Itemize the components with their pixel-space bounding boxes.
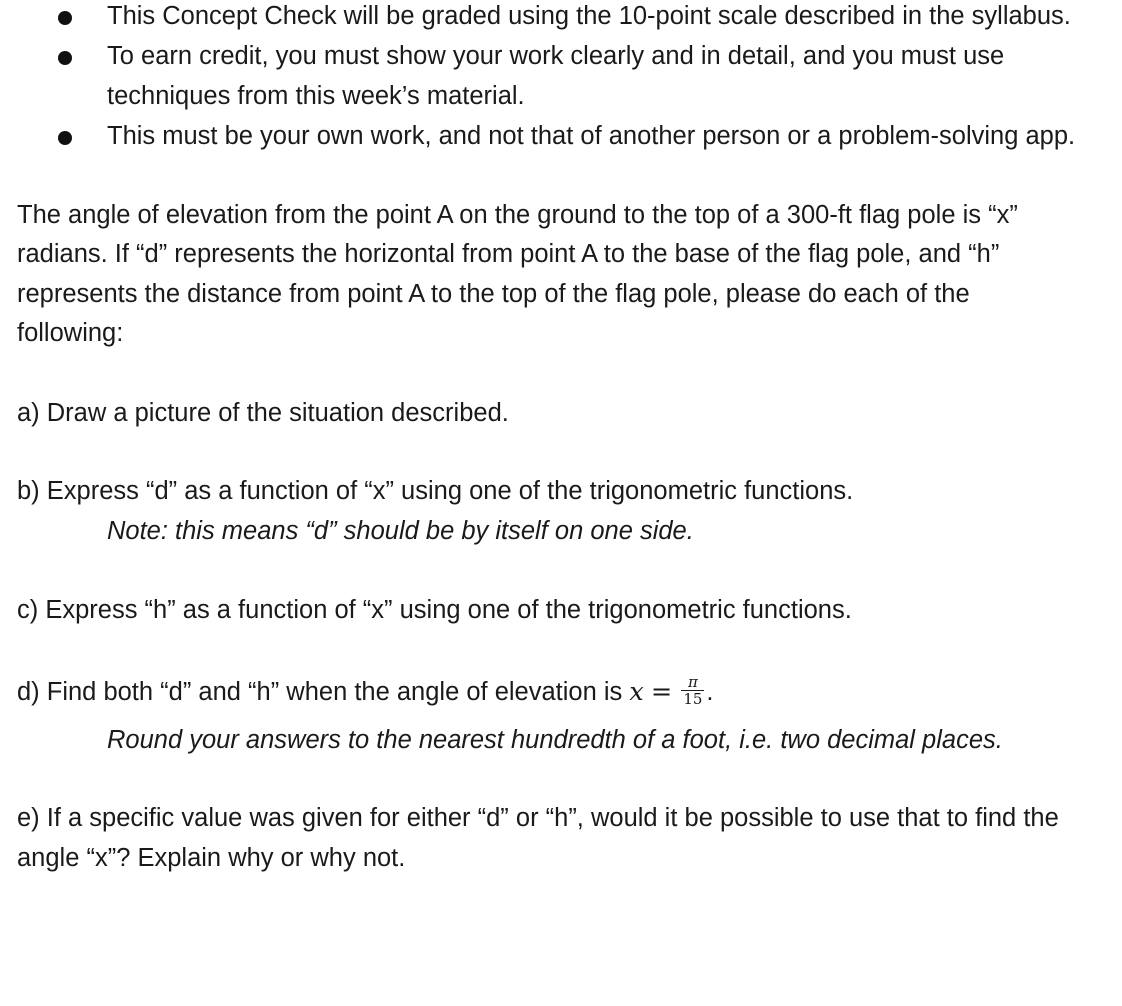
part-d [17,673,714,710]
part-d-note: Round your answers to the nearest hundredth of a foot, i.e. two decimal places. [107,726,1003,754]
part-b: b) Express “d” as a function of “x” using one of the trigonometric functions. [17,477,854,505]
part-e-line2: angle “x”? Explain why or why not. [17,844,406,872]
instruction-grading: This Concept Check will be graded using the 10-point scale described in the syllabus. [107,2,1071,30]
part-b-note: Note: this means “d” should be by itself on one side. [107,517,694,545]
problem-statement-line: represents the distance from point A to the top of the flag pole, please do each of the [17,280,970,308]
fraction-numerator: π [681,674,704,691]
equals-sign: = [650,677,673,708]
angle-fraction [681,674,704,707]
part-a: a) Draw a picture of the situation described. [17,399,509,427]
part-c: c) Express “h” as a function of “x” using one of the trigonometric functions. [17,596,852,624]
bullet-icon [58,131,72,145]
part-e-line1: e) If a specific value was given for either “d” or “h”, would it be possible to use that to find the [17,804,1059,832]
instruction-show-work: To earn credit, you must show your work clearly and in detail, and you must use [107,42,1005,70]
instruction-show-work-continued: techniques from this week’s material. [107,82,525,110]
fraction-denominator: 15 [683,690,703,708]
bullet-icon [58,11,72,25]
part-d-period: . [706,678,714,707]
problem-statement-line: following: [17,319,124,347]
part-d-text: d) Find both “d” and “h” when the angle of elevation is [17,678,630,707]
bullet-icon [58,51,72,65]
problem-statement-line: radians. If “d” represents the horizontal from point A to the base of the flag pole, and “h” [17,240,1000,268]
angle-variable: x [629,677,644,708]
problem-statement-line: The angle of elevation from the point A on the ground to the top of a 300-ft flag pole is “x” [17,201,1018,229]
instruction-own-work: This must be your own work, and not that of another person or a problem-solving app. [107,122,1076,150]
